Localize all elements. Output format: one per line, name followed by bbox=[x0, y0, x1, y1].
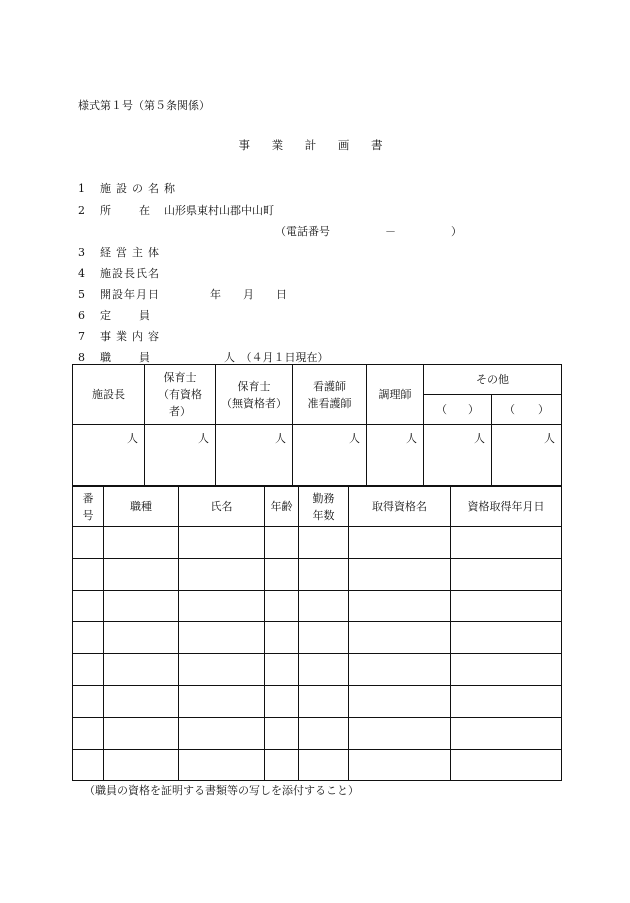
cell-name[interactable] bbox=[179, 558, 265, 590]
item-label: 開設年月日 bbox=[100, 288, 160, 301]
cell-name[interactable] bbox=[179, 749, 265, 781]
detail-body bbox=[73, 527, 562, 781]
item-label: 事業内容 bbox=[100, 330, 164, 343]
count-cell[interactable] bbox=[492, 425, 562, 486]
paren-open: （ bbox=[436, 403, 447, 416]
header-line: （無資格者） bbox=[221, 396, 287, 410]
count-cell[interactable] bbox=[216, 425, 293, 486]
item-number: 5 bbox=[78, 288, 85, 301]
item-label: 経営主体 bbox=[100, 246, 164, 259]
cell-qualification[interactable] bbox=[349, 527, 451, 559]
paren-close: ） bbox=[538, 403, 549, 416]
item-number: 7 bbox=[78, 330, 85, 343]
header-line: 番 bbox=[82, 491, 94, 505]
cell-years[interactable] bbox=[299, 622, 349, 654]
cell-qualification[interactable] bbox=[349, 590, 451, 622]
header-line: 勤務 bbox=[312, 491, 335, 505]
item-value: 山形県東村山郡中山町 bbox=[164, 204, 274, 217]
cell-job[interactable] bbox=[104, 622, 179, 654]
table-row bbox=[73, 622, 562, 654]
header-line: 号 bbox=[82, 508, 94, 522]
cell-qualification-date[interactable] bbox=[451, 717, 562, 749]
header-nursery-unqualified bbox=[216, 365, 293, 425]
cell-years[interactable] bbox=[299, 685, 349, 717]
item-facility-name bbox=[78, 180, 180, 196]
cell-number[interactable] bbox=[73, 685, 104, 717]
cell-age[interactable] bbox=[265, 527, 299, 559]
cell-age[interactable] bbox=[265, 558, 299, 590]
cell-name[interactable] bbox=[179, 527, 265, 559]
header-cook: 調理師 bbox=[367, 365, 424, 425]
count-cell[interactable] bbox=[293, 425, 367, 486]
form-number: 様式第１号（第５条関係） bbox=[78, 99, 210, 112]
unit-label: 人 bbox=[474, 432, 485, 445]
cell-name[interactable] bbox=[179, 622, 265, 654]
cell-job[interactable] bbox=[104, 654, 179, 686]
count-cell[interactable] bbox=[424, 425, 492, 486]
header-nursery-qualified bbox=[145, 365, 216, 425]
cell-name[interactable] bbox=[179, 654, 265, 686]
item-phone bbox=[275, 223, 462, 239]
item-location bbox=[78, 202, 274, 218]
unit-label: 人 bbox=[544, 432, 555, 445]
cell-qualification-date[interactable] bbox=[451, 685, 562, 717]
cell-qualification[interactable] bbox=[349, 654, 451, 686]
unit-label: 人 bbox=[275, 432, 286, 445]
item-value: 人 （４月１日現在） bbox=[224, 351, 329, 364]
cell-years[interactable] bbox=[299, 717, 349, 749]
table-row bbox=[73, 654, 562, 686]
cell-years[interactable] bbox=[299, 527, 349, 559]
cell-qualification[interactable] bbox=[349, 717, 451, 749]
cell-number[interactable] bbox=[73, 654, 104, 686]
cell-age[interactable] bbox=[265, 749, 299, 781]
cell-qualification[interactable] bbox=[349, 749, 451, 781]
cell-number[interactable] bbox=[73, 590, 104, 622]
header-nurse bbox=[293, 365, 367, 425]
item-capacity bbox=[78, 307, 152, 323]
table-row bbox=[73, 527, 562, 559]
table-row bbox=[73, 590, 562, 622]
item-number: 2 bbox=[78, 204, 85, 217]
cell-years[interactable] bbox=[299, 590, 349, 622]
item-staff bbox=[78, 349, 329, 365]
item-business-content bbox=[78, 328, 164, 344]
cell-qualification[interactable] bbox=[349, 622, 451, 654]
unit-label: 人 bbox=[406, 432, 417, 445]
cell-name[interactable] bbox=[179, 685, 265, 717]
footer-note: （職員の資格を証明する書類等の写しを添付すること） bbox=[84, 784, 359, 797]
unit-label: 人 bbox=[127, 432, 138, 445]
cell-age[interactable] bbox=[265, 685, 299, 717]
item-opening-date bbox=[78, 286, 287, 302]
header-line: 看護師 bbox=[313, 379, 346, 393]
header-line: 准看護師 bbox=[307, 396, 352, 410]
table-row bbox=[73, 717, 562, 749]
cell-number[interactable] bbox=[73, 622, 104, 654]
header-age: 年齢 bbox=[265, 487, 299, 527]
count-cell[interactable] bbox=[73, 425, 145, 486]
item-value: 年 月 日 bbox=[210, 288, 287, 301]
item-number: 1 bbox=[78, 182, 85, 195]
header-line: 年数 bbox=[312, 508, 335, 522]
table-row bbox=[73, 749, 562, 781]
item-number: 3 bbox=[78, 246, 85, 259]
cell-qualification-date[interactable] bbox=[451, 590, 562, 622]
paren-close: ） bbox=[468, 403, 479, 416]
header-director: 施設長 bbox=[73, 365, 145, 425]
cell-qualification-date[interactable] bbox=[451, 622, 562, 654]
cell-qualification-date[interactable] bbox=[451, 749, 562, 781]
document-title: 事 業 計 画 書 bbox=[238, 138, 392, 152]
cell-qualification-date[interactable] bbox=[451, 527, 562, 559]
cell-job[interactable] bbox=[104, 749, 179, 781]
item-label: 所 在 bbox=[100, 204, 152, 217]
table-row bbox=[73, 558, 562, 590]
staff-detail-table bbox=[72, 486, 562, 781]
item-number: 4 bbox=[78, 267, 85, 280]
cell-qualification[interactable] bbox=[349, 685, 451, 717]
cell-job[interactable] bbox=[104, 527, 179, 559]
paren-open: （ bbox=[504, 403, 515, 416]
count-cell[interactable] bbox=[367, 425, 424, 486]
header-number bbox=[73, 487, 104, 527]
header-line: （有資格 bbox=[158, 388, 202, 401]
header-job: 職種 bbox=[104, 487, 179, 527]
item-number: 6 bbox=[78, 309, 85, 322]
cell-age[interactable] bbox=[265, 622, 299, 654]
cell-years[interactable] bbox=[299, 558, 349, 590]
item-label: 職 員 bbox=[100, 351, 152, 364]
unit-label: 人 bbox=[198, 432, 209, 445]
item-number: 8 bbox=[78, 351, 85, 364]
cell-job[interactable] bbox=[104, 590, 179, 622]
header-years bbox=[299, 487, 349, 527]
item-label: 定 員 bbox=[100, 309, 152, 322]
cell-years[interactable] bbox=[299, 749, 349, 781]
staff-count-table bbox=[72, 364, 562, 486]
header-qualification-date: 資格取得年月日 bbox=[451, 487, 562, 527]
cell-years[interactable] bbox=[299, 654, 349, 686]
header-line: 保育士 bbox=[163, 371, 197, 384]
cell-name[interactable] bbox=[179, 717, 265, 749]
cell-qualification[interactable] bbox=[349, 558, 451, 590]
item-label: 施設長氏名 bbox=[100, 267, 160, 280]
cell-number[interactable] bbox=[73, 558, 104, 590]
cell-number[interactable] bbox=[73, 749, 104, 781]
header-qualification: 取得資格名 bbox=[349, 487, 451, 527]
header-other: その他 bbox=[424, 365, 562, 395]
cell-age[interactable] bbox=[265, 590, 299, 622]
item-label: 施設の名称 bbox=[100, 182, 180, 195]
cell-age[interactable] bbox=[265, 654, 299, 686]
cell-name[interactable] bbox=[179, 590, 265, 622]
item-operator bbox=[78, 244, 164, 260]
header-line: 者） bbox=[169, 405, 191, 418]
cell-job[interactable] bbox=[104, 717, 179, 749]
cell-qualification-date[interactable] bbox=[451, 558, 562, 590]
item-director-name bbox=[78, 265, 160, 281]
cell-number[interactable] bbox=[73, 717, 104, 749]
cell-number[interactable] bbox=[73, 527, 104, 559]
header-other-1 bbox=[424, 395, 492, 425]
header-line: 保育士 bbox=[237, 379, 271, 393]
unit-label: 人 bbox=[349, 432, 360, 445]
header-other-2 bbox=[492, 395, 562, 425]
count-cell[interactable] bbox=[145, 425, 216, 486]
table-row bbox=[73, 685, 562, 717]
cell-qualification-date[interactable] bbox=[451, 654, 562, 686]
cell-job[interactable] bbox=[104, 558, 179, 590]
header-name: 氏名 bbox=[179, 487, 265, 527]
cell-job[interactable] bbox=[104, 685, 179, 717]
item-value: （電話番号 － ） bbox=[275, 225, 462, 238]
cell-age[interactable] bbox=[265, 717, 299, 749]
